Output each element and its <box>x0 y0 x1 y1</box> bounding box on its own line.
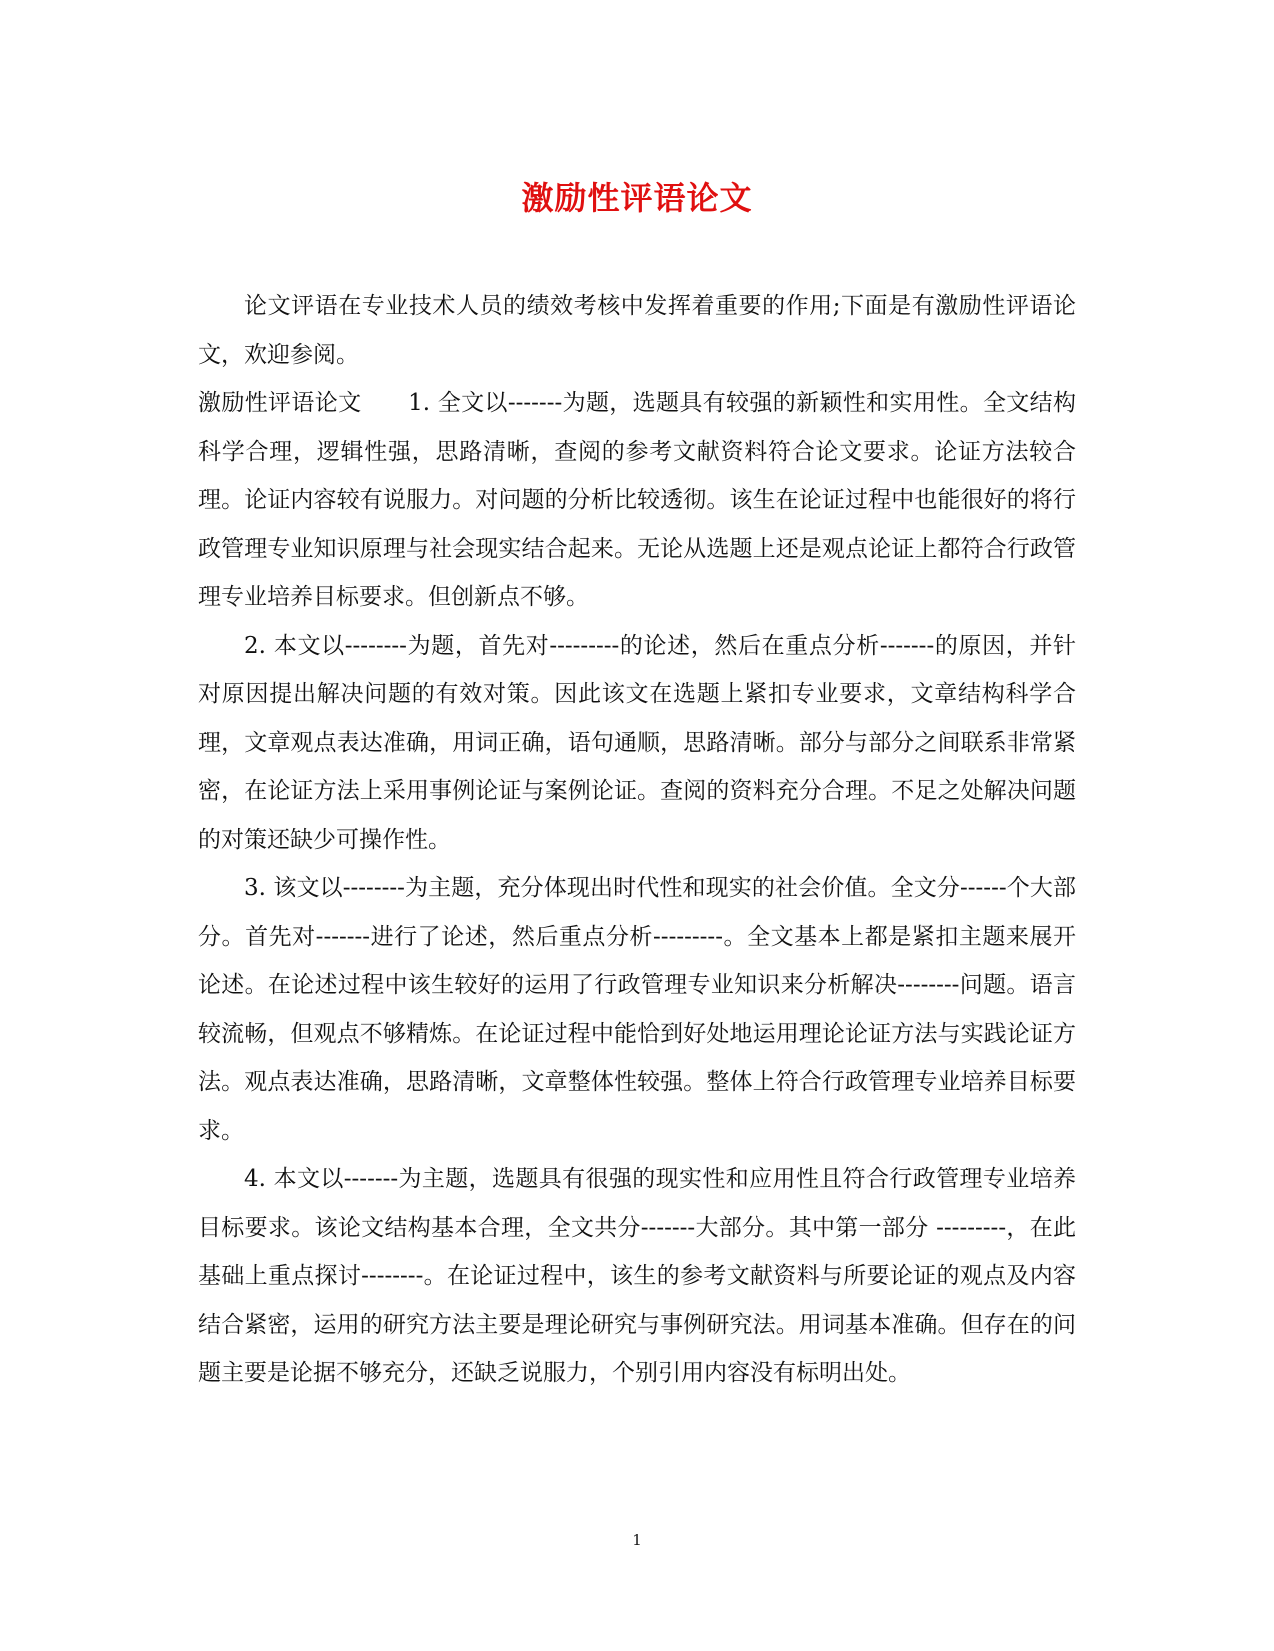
comment-paragraph-4: 4. 本文以-------为主题，选题具有很强的现实性和应用性且符合行政管理专业培养目标要求。该论文结构基本合理，全文共分-------大部分。其中第一部分 ---------，在此基础上重点探讨--------。在论证过程中，该生的参考文献资料与所要论证的观点及内容结合紧密，运用的研究方法主要是理论研究与事例研究法。用词基本准确。但存在的问题主要是论据不够充分，还缺乏说服力，个别引用内容没有标明出处。 <box>198 1166 1076 1386</box>
page-number: 1 <box>632 1531 642 1549</box>
comment-paragraph-3: 3. 该文以--------为主题，充分体现出时代性和现实的社会价值。全文分------个大部分。首先对-------进行了论述，然后重点分析---------。全文基本上都是紧扣主题来展开论述。在论述过程中该生较好的运用了行政管理专业知识来分析解决--------问题。语言较流畅，但观点不够精炼。在论证过程中能恰到好处地运用理论论证方法与实践论证方法。观点表达准确，思路清晰，文章整体性较强。整体上符合行政管理专业培养目标要求。 <box>198 875 1076 1144</box>
document-body <box>198 282 1076 1398</box>
comment-paragraph-2: 2. 本文以--------为题，首先对---------的论述，然后在重点分析-------的原因，并针对原因提出解决问题的有效对策。因此该文在选题上紧扣专业要求，文章结构科学合理，文章观点表达准确，用词正确，语句通顺，思路清晰。部分与部分之间联系非常紧密，在论证方法上采用事例论证与案例论证。查阅的资料充分合理。不足之处解决问题的对策还缺少可操作性。 <box>198 632 1076 853</box>
comment-paragraph-1: 激励性评语论文 1. 全文以-------为题，选题具有较强的新颖性和实用性。全文结构科学合理，逻辑性强，思路清晰，查阅的参考文献资料符合论文要求。论证方法较合理。论证内容较有说服力。对问题的分析比较透彻。该生在论证过程中也能很好的将行政管理专业知识原理与社会现实结合起来。无论从选题上还是观点论证上都符合行政管理专业培养目标要求。但创新点不够。 <box>198 390 1076 610</box>
intro-paragraph: 论文评语在专业技术人员的绩效考核中发挥着重要的作用;下面是有激励性评语论文，欢迎参阅。 <box>198 293 1076 368</box>
document-title: 激励性评语论文 <box>521 179 753 217</box>
